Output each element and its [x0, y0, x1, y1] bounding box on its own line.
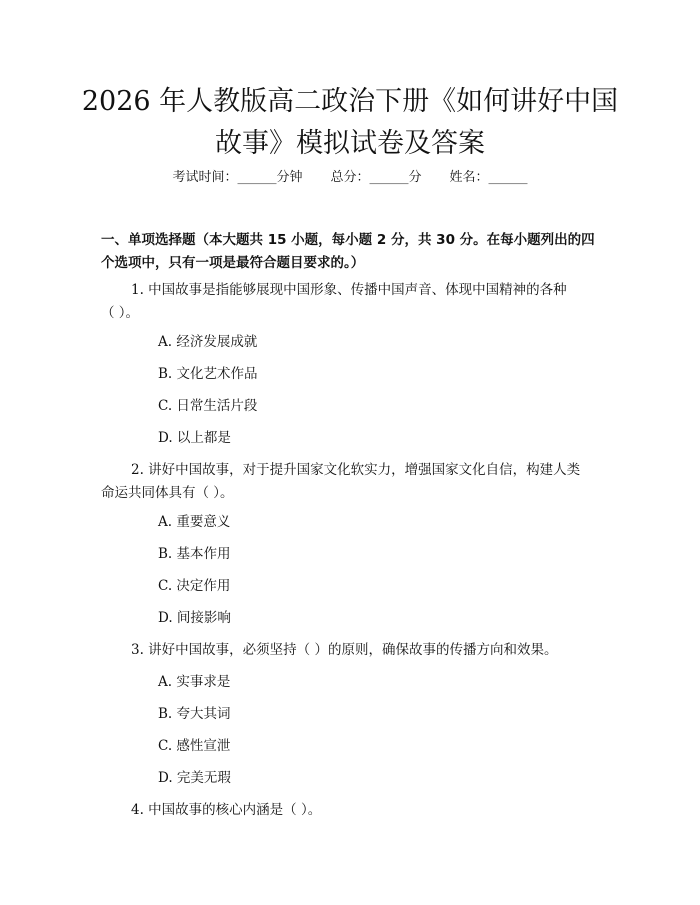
question-3-option-a: A. 实事求是: [158, 674, 231, 690]
question-1-option-d: D. 以上都是: [158, 430, 231, 446]
exam-info-bar: [0, 168, 700, 188]
question-4-stem: 4. 中国故事的核心内涵是（ ）。: [131, 802, 322, 818]
question-2-stem: 2. 讲好中国故事，对于提升国家文化软实力，增强国家文化自信，构建人类: [131, 462, 581, 478]
question-3-stem: 3. 讲好中国故事，必须坚持（ ）的原则，确保故事的传播方向和效果。: [131, 642, 558, 658]
exam-title-line-1: 2026 年人教版高二政治下册《如何讲好中国: [81, 86, 619, 117]
total-score-field: 总分：______分: [330, 170, 422, 185]
question-1-stem-cont: （ ）。: [101, 305, 140, 321]
exam-time-field: 考试时间：______分钟: [172, 170, 303, 185]
exam-title-line-2: 故事》模拟试卷及答案: [215, 128, 485, 159]
question-1-stem: 1. 中国故事是指能够展现中国形象、传播中国声音、体现中国精神的各种: [131, 282, 567, 298]
question-1-option-b: B. 文化艺术作品: [158, 366, 258, 382]
student-name-field: 姓名：______: [449, 170, 528, 185]
question-1-option-c: C. 日常生活片段: [158, 398, 258, 414]
question-1-option-a: A. 经济发展成就: [158, 334, 258, 350]
question-2-option-b: B. 基本作用: [158, 546, 231, 562]
question-2-stem-cont: 命运共同体具有（ ）。: [101, 485, 234, 501]
question-2-option-d: D. 间接影响: [158, 610, 231, 626]
section-heading-line-1: 一、单项选择题（本大题共 15 小题，每小题 2 分，共 30 分。在每小题列出的四: [101, 232, 595, 248]
question-2-option-a: A. 重要意义: [158, 514, 231, 530]
question-3-option-c: C. 感性宣泄: [158, 738, 231, 754]
question-3-option-d: D. 完美无瑕: [158, 770, 231, 786]
question-2-option-c: C. 决定作用: [158, 578, 231, 594]
section-heading-line-2: 个选项中，只有一项是最符合题目要求的。）: [101, 255, 365, 271]
question-3-option-b: B. 夸大其词: [158, 706, 231, 722]
